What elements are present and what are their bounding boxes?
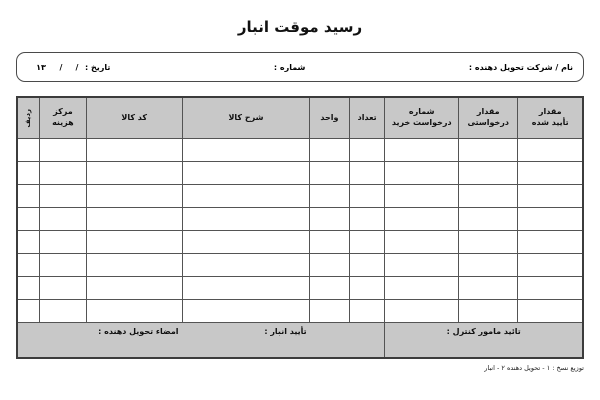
cell-reqamt[interactable] — [459, 162, 518, 185]
cell-reqamt[interactable] — [459, 254, 518, 277]
cell-code[interactable] — [86, 162, 182, 185]
cell-cost-center[interactable] — [40, 162, 86, 185]
column-header-cost-center: مرکز هزینه — [40, 97, 86, 139]
table-body — [17, 139, 583, 323]
table-row[interactable] — [17, 208, 583, 231]
cell-code[interactable] — [86, 139, 182, 162]
cell-reqno[interactable] — [385, 185, 459, 208]
table-row[interactable] — [17, 162, 583, 185]
column-header-reqno: شماره درخواست خرید — [385, 97, 459, 139]
cell-qty[interactable] — [349, 300, 385, 323]
cell-unit[interactable] — [310, 300, 350, 323]
controller-signature-group — [385, 327, 582, 357]
cell-cost-center[interactable] — [40, 139, 86, 162]
cell-reqamt[interactable] — [459, 185, 518, 208]
table-row[interactable] — [17, 254, 583, 277]
cell-reqno[interactable] — [385, 277, 459, 300]
cell-qty[interactable] — [349, 139, 385, 162]
cell-reqno[interactable] — [385, 162, 459, 185]
supplier-field[interactable] — [469, 63, 575, 72]
cell-radif[interactable] — [17, 300, 40, 323]
signature-group — [18, 327, 384, 357]
cell-reqno[interactable] — [385, 300, 459, 323]
cell-desc[interactable] — [182, 277, 309, 300]
table-row[interactable] — [17, 277, 583, 300]
cell-desc[interactable] — [182, 208, 309, 231]
cell-reqno[interactable] — [385, 208, 459, 231]
cell-desc[interactable] — [182, 231, 309, 254]
cell-qty[interactable] — [349, 277, 385, 300]
column-header-reqamt: مقدار درخواستی — [459, 97, 518, 139]
column-header-unit: واحد — [310, 97, 350, 139]
cell-reqno[interactable] — [385, 231, 459, 254]
date-separator-2: / — [59, 62, 63, 72]
cell-unit[interactable] — [310, 231, 350, 254]
table-row[interactable] — [17, 139, 583, 162]
cell-desc[interactable] — [182, 185, 309, 208]
cell-desc[interactable] — [182, 254, 309, 277]
cell-qty[interactable] — [349, 185, 385, 208]
cell-unit[interactable] — [310, 254, 350, 277]
cell-unit[interactable] — [310, 277, 350, 300]
column-header-radif: ردیف — [17, 97, 40, 139]
cell-reqamt[interactable] — [459, 139, 518, 162]
controller-signature-cell[interactable] — [385, 323, 583, 359]
cell-desc[interactable] — [182, 139, 309, 162]
cell-radif[interactable] — [17, 208, 40, 231]
cell-unit[interactable] — [310, 185, 350, 208]
cell-confamt[interactable] — [518, 185, 583, 208]
table-header-row — [17, 97, 583, 139]
column-header-desc: شرح کالا — [182, 97, 309, 139]
warehouse-signature-label: تأیید انبار : — [264, 327, 307, 336]
cell-radif[interactable] — [17, 185, 40, 208]
supplier-label: نام / شرکت تحویل دهنده : — [468, 62, 573, 72]
cell-cost-center[interactable] — [40, 300, 86, 323]
cell-qty[interactable] — [349, 254, 385, 277]
date-slots — [29, 63, 85, 72]
cell-cost-center[interactable] — [40, 208, 86, 231]
cell-code[interactable] — [86, 208, 182, 231]
table-row[interactable] — [17, 300, 583, 323]
table-row[interactable] — [17, 231, 583, 254]
cell-code[interactable] — [86, 300, 182, 323]
column-header-qty: تعداد — [349, 97, 385, 139]
cell-unit[interactable] — [310, 208, 350, 231]
cell-radif[interactable] — [17, 231, 40, 254]
cell-qty[interactable] — [349, 231, 385, 254]
column-header-confamt: مقدار تأیید شده — [518, 97, 583, 139]
cell-radif[interactable] — [17, 139, 40, 162]
cell-reqamt[interactable] — [459, 300, 518, 323]
cell-confamt[interactable] — [518, 277, 583, 300]
cell-code[interactable] — [86, 254, 182, 277]
cell-reqamt[interactable] — [459, 231, 518, 254]
cell-cost-center[interactable] — [40, 185, 86, 208]
cell-code[interactable] — [86, 231, 182, 254]
table-header — [17, 97, 583, 139]
cell-confamt[interactable] — [518, 300, 583, 323]
cell-reqno[interactable] — [385, 254, 459, 277]
cell-code[interactable] — [86, 277, 182, 300]
cell-radif[interactable] — [17, 162, 40, 185]
cell-confamt[interactable] — [518, 254, 583, 277]
table-footer — [17, 323, 583, 359]
table-row[interactable] — [17, 185, 583, 208]
cell-reqamt[interactable] — [459, 277, 518, 300]
signature-row — [17, 323, 583, 359]
date-year-prefix: ۱۳ — [36, 62, 46, 72]
cell-unit[interactable] — [310, 139, 350, 162]
cell-qty[interactable] — [349, 162, 385, 185]
number-field[interactable] — [110, 63, 469, 72]
date-field[interactable] — [25, 63, 110, 72]
number-label: شماره : — [273, 62, 306, 72]
cell-code[interactable] — [86, 185, 182, 208]
page-title: رسید موقت انبار — [237, 18, 363, 36]
cell-reqamt[interactable] — [459, 208, 518, 231]
items-table — [16, 96, 584, 359]
column-header-code: کد کالا — [86, 97, 182, 139]
cell-confamt[interactable] — [518, 208, 583, 231]
cell-desc[interactable] — [182, 162, 309, 185]
controller-signature-label: تائید مامور کنترل : — [446, 327, 521, 336]
cell-unit[interactable] — [310, 162, 350, 185]
cell-cost-center[interactable] — [40, 254, 86, 277]
distribution-note: توزیع نسخ : ۱ - تحویل دهنده ۲ - انبار — [484, 364, 584, 372]
deliverer-warehouse-signature-cell[interactable] — [17, 323, 385, 359]
cell-qty[interactable] — [349, 208, 385, 231]
cell-cost-center[interactable] — [40, 277, 86, 300]
header-info-box — [16, 52, 584, 82]
cell-radif[interactable] — [17, 254, 40, 277]
cell-confamt[interactable] — [518, 231, 583, 254]
cell-desc[interactable] — [182, 300, 309, 323]
date-separator-1: / — [75, 62, 79, 72]
cell-confamt[interactable] — [518, 139, 583, 162]
deliverer-signature-label: امضاء تحویل دهنده : — [98, 327, 179, 336]
cell-cost-center[interactable] — [40, 231, 86, 254]
cell-reqno[interactable] — [385, 139, 459, 162]
cell-confamt[interactable] — [518, 162, 583, 185]
cell-radif[interactable] — [17, 277, 40, 300]
date-label: تاریخ : — [85, 62, 111, 72]
